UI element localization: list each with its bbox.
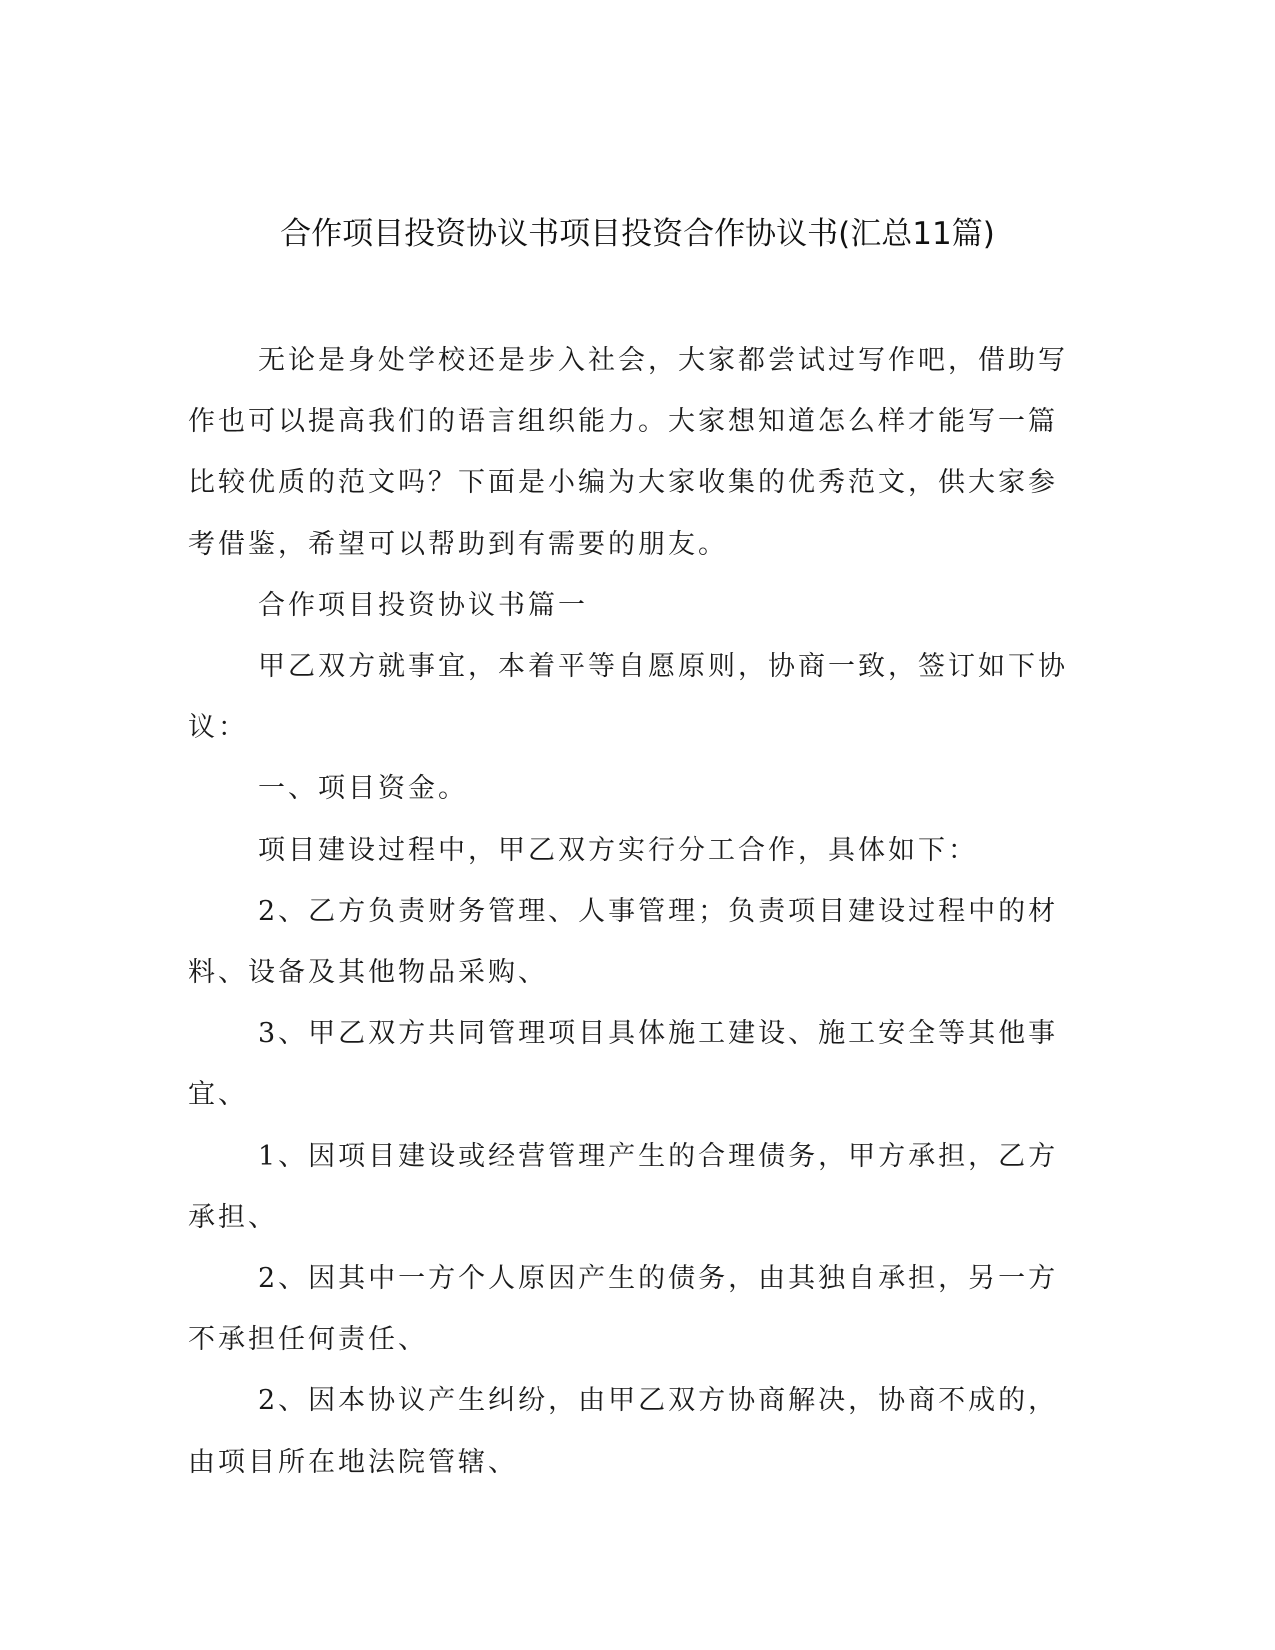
clause-paragraph: 2、因其中一方个人原因产生的债务，由其独自承担，另一方不承担任何责任、: [188, 1263, 1059, 1356]
document-title: 合作项目投资协议书项目投资合作协议书(汇总11篇): [280, 216, 995, 252]
clause-paragraph: 1、因项目建设或经营管理产生的合理债务，甲方承担，乙方承担、: [188, 1140, 1059, 1233]
clause-paragraph: 2、乙方负责财务管理、人事管理；负责项目建设过程中的材料、设备及其他物品采购、: [188, 895, 1059, 989]
clause-paragraph: 2、因本协议产生纠纷，由甲乙双方协商解决，协商不成的，由项目所在地法院管辖、: [188, 1385, 1059, 1478]
document-body: [188, 330, 1074, 1493]
section-heading: 合作项目投资协议书篇一: [258, 589, 588, 621]
clause-paragraph: 3、甲乙双方共同管理项目具体施工建设、施工安全等其他事宜、: [188, 1018, 1059, 1111]
intro-paragraph: 无论是身处学校还是步入社会，大家都尝试过写作吧，借助写作也可以提高我们的语言组织能力。大家想知道怎么样才能写一篇比较优质的范文吗？下面是小编为大家收集的优秀范文，供大家参考借鉴，希望可以帮助到有需要的朋友。: [188, 345, 1068, 560]
clause-paragraph: 项目建设过程中，甲乙双方实行分工合作，具体如下：: [258, 834, 978, 866]
agreement-preamble: 甲乙双方就事宜，本着平等自愿原则，协商一致，签订如下协议：: [188, 651, 1068, 744]
clause-heading: 一、项目资金。: [258, 773, 468, 805]
